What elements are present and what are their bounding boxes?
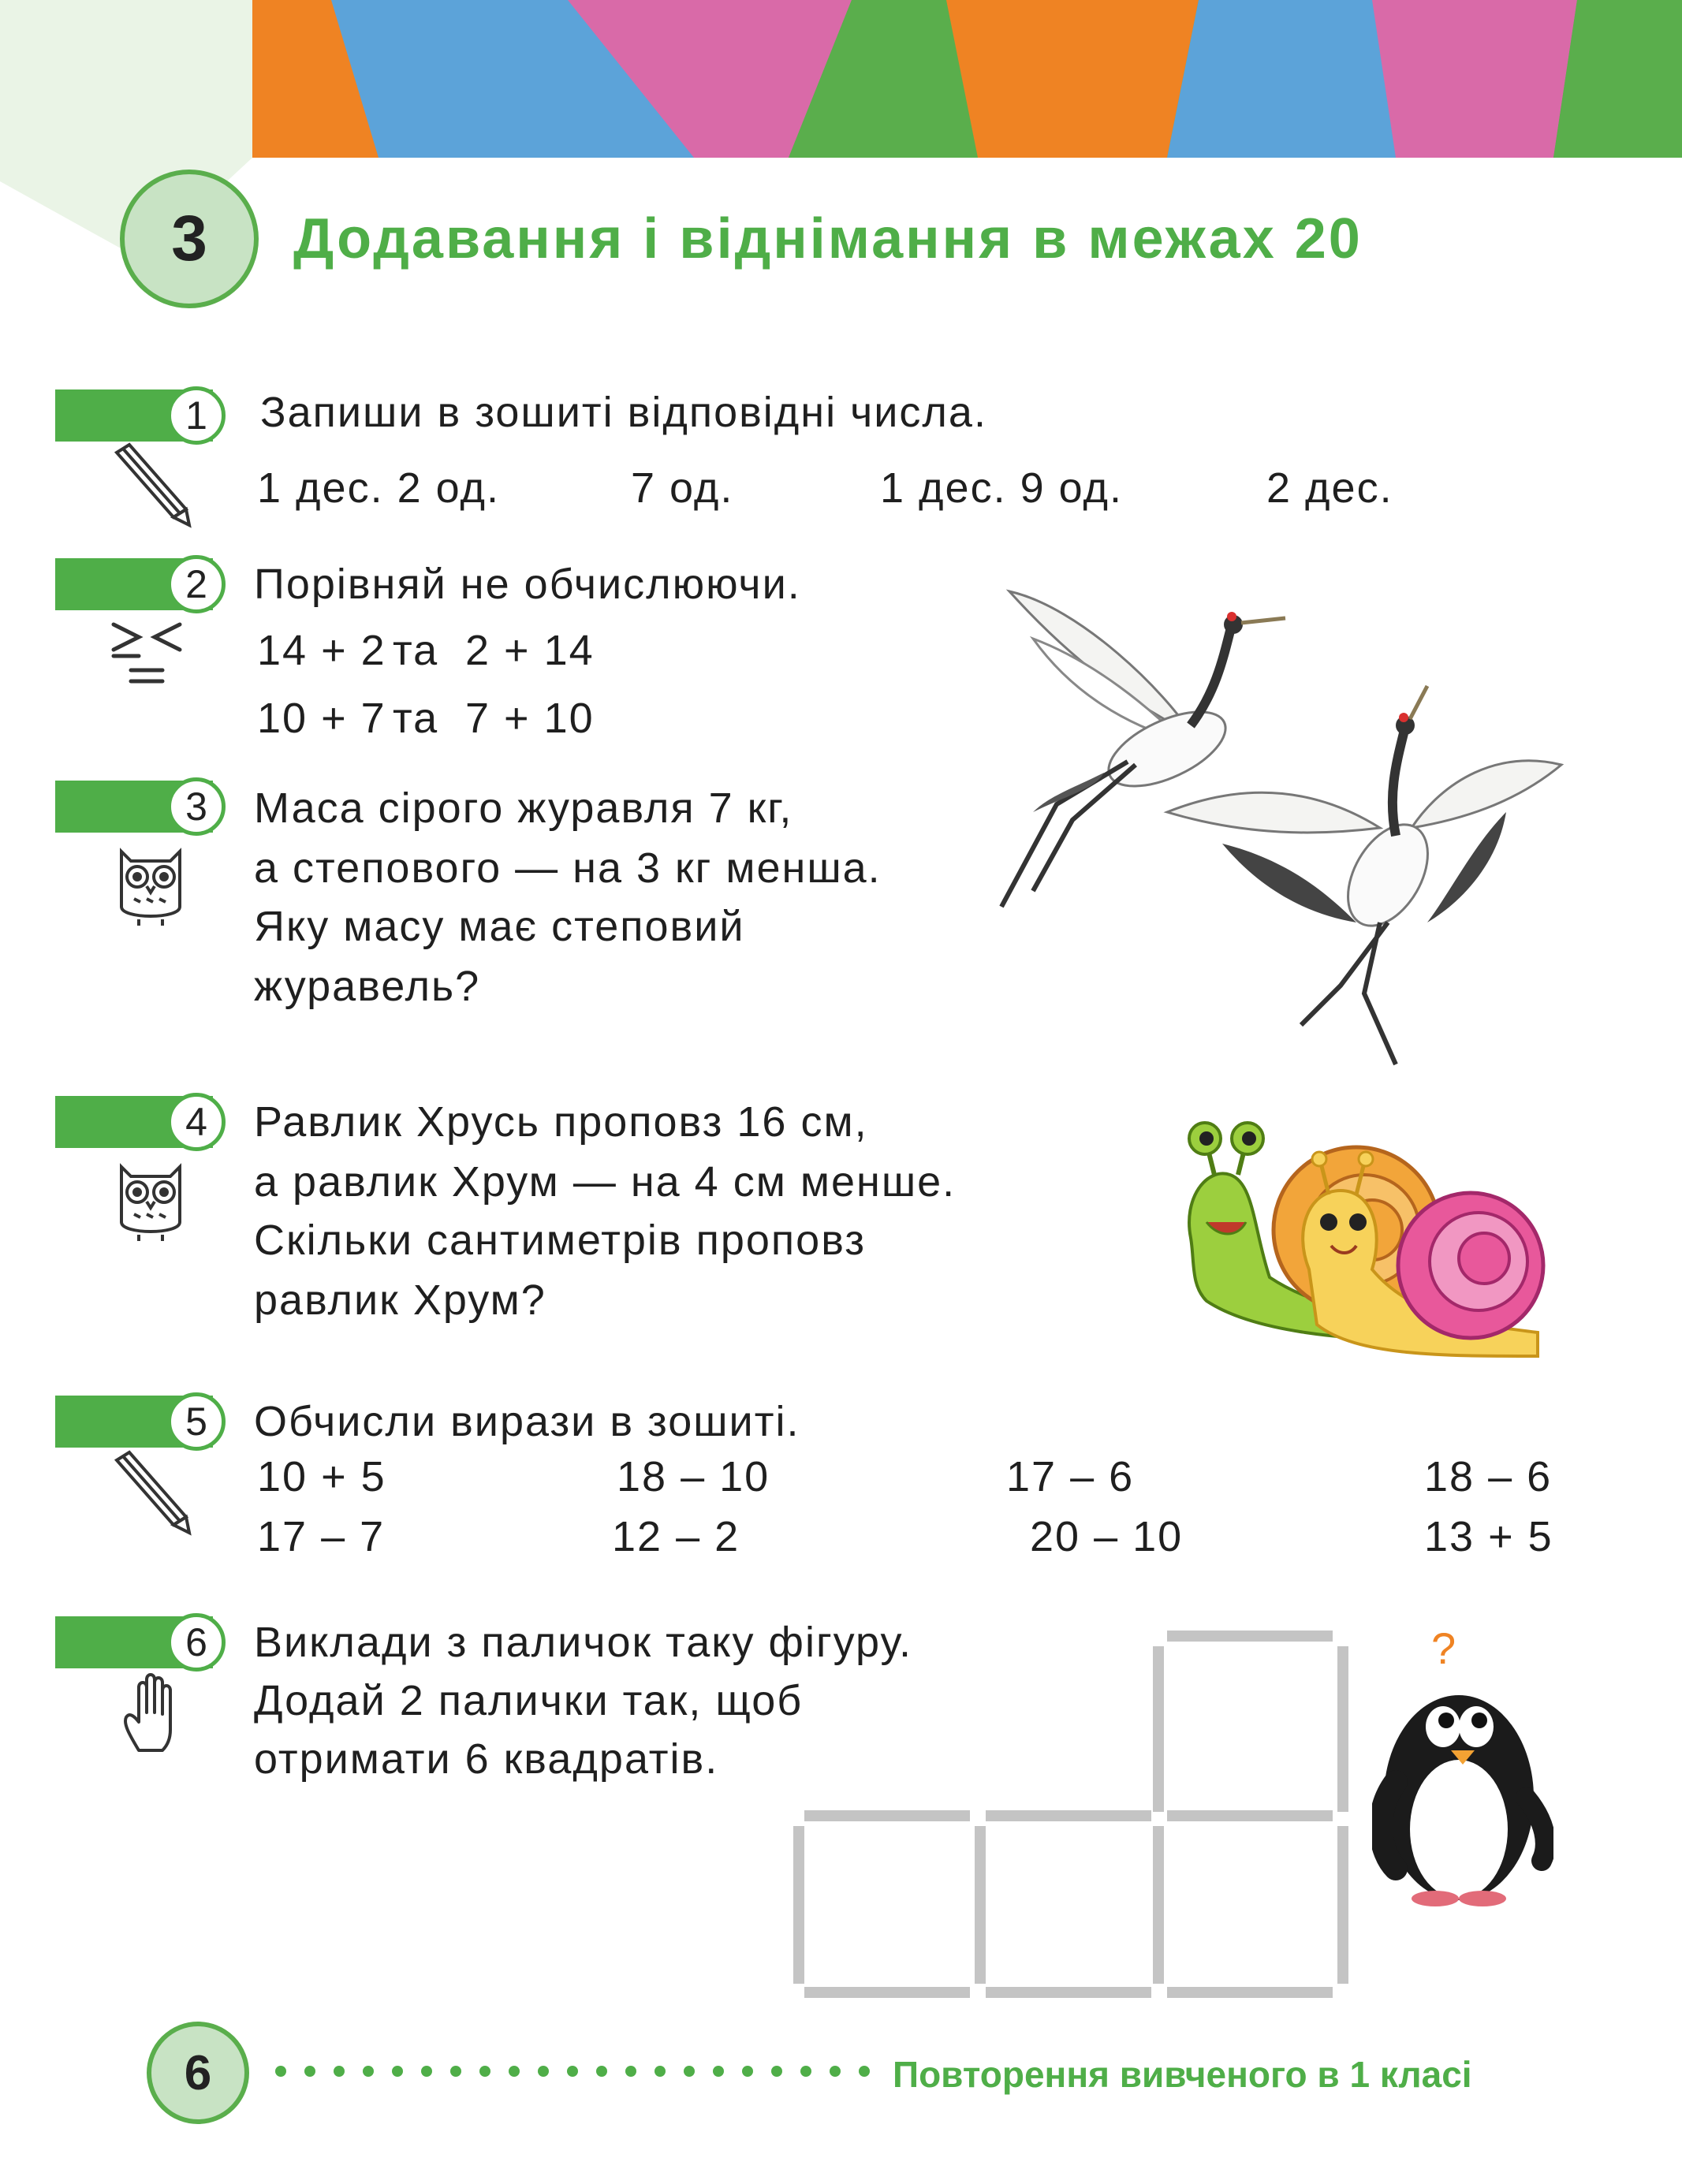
- task-2-number: 2: [167, 555, 226, 613]
- task-5-expression: 12 – 2: [612, 1513, 740, 1560]
- task-5-expression: 17 – 6: [1006, 1453, 1135, 1500]
- task-1-text: Запиши в зошиті відповідні числа.: [260, 389, 987, 436]
- footer-dotted-line: [274, 2059, 874, 2083]
- task-5-expression: 17 – 7: [257, 1513, 386, 1560]
- task-3-line: Маса сірого журавля 7 кг,: [254, 785, 793, 832]
- owl-icon: [107, 842, 194, 929]
- task-5-expression: 18 – 6: [1424, 1453, 1553, 1500]
- task-2-expression: 14 + 2: [257, 627, 386, 674]
- lesson-number-badge: 3: [120, 170, 259, 308]
- task-1-item: 1 дес. 9 од.: [880, 464, 1123, 512]
- owl-icon: [107, 1157, 194, 1244]
- task-2-conjunction: та: [393, 627, 439, 674]
- task-5-expression: 10 + 5: [257, 1453, 386, 1500]
- task-3-line: журавель?: [254, 963, 481, 1010]
- task-5-number: 5: [167, 1392, 226, 1451]
- cranes-illustration: [986, 576, 1569, 1080]
- pencil-icon: [107, 1449, 194, 1536]
- task-3-number: 3: [167, 777, 226, 836]
- hand-icon: [115, 1672, 202, 1758]
- task-2-text: Порівняй не обчислюючи.: [254, 561, 801, 608]
- task-2-expression: 10 + 7: [257, 695, 386, 742]
- lesson-title: Додавання і віднімання в межах 20: [293, 207, 1363, 270]
- snails-illustration: [1175, 1120, 1553, 1372]
- task-1-item: 2 дес.: [1266, 464, 1393, 512]
- task-6-line: Додай 2 палички так, щоб: [254, 1677, 804, 1724]
- task-1-item: 7 од.: [631, 464, 734, 512]
- task-4-line: равлик Хрум?: [254, 1276, 546, 1324]
- task-3-line: а степового — на 3 кг менша.: [254, 844, 882, 892]
- page-number-badge: 6: [147, 2022, 249, 2124]
- task-4-line: а равлик Хрум — на 4 см менше.: [254, 1158, 957, 1206]
- task-6-line: отримати 6 квадратів.: [254, 1735, 719, 1783]
- task-5-text: Обчисли вирази в зошиті.: [254, 1398, 800, 1445]
- task-6-line: Виклади з паличок таку фігуру.: [254, 1619, 913, 1666]
- penguin-illustration: [1372, 1672, 1553, 1908]
- task-1-item: 1 дес. 2 од.: [257, 464, 500, 512]
- compare-icon: [107, 612, 194, 699]
- matchstick-figure: [789, 1624, 1356, 2003]
- pencil-icon: [107, 442, 194, 528]
- footer-section-title: Повторення вивченого в 1 класі: [893, 2054, 1472, 2095]
- question-mark: ?: [1431, 1623, 1456, 1673]
- task-3-line: Яку масу має степовий: [254, 903, 745, 950]
- task-4-line: Равлик Хрусь проповз 16 см,: [254, 1098, 868, 1146]
- task-5-expression: 18 – 10: [617, 1453, 770, 1500]
- task-5-expression: 13 + 5: [1424, 1513, 1553, 1560]
- task-4-line: Скільки сантиметрів проповз: [254, 1217, 867, 1264]
- task-2-expression: 2 + 14: [465, 627, 595, 674]
- task-6-number: 6: [167, 1613, 226, 1672]
- task-5-expression: 20 – 10: [1030, 1513, 1184, 1560]
- task-1-number: 1: [167, 386, 226, 445]
- task-4-number: 4: [167, 1093, 226, 1151]
- task-2-expression: 7 + 10: [465, 695, 595, 742]
- task-2-conjunction: та: [393, 695, 439, 742]
